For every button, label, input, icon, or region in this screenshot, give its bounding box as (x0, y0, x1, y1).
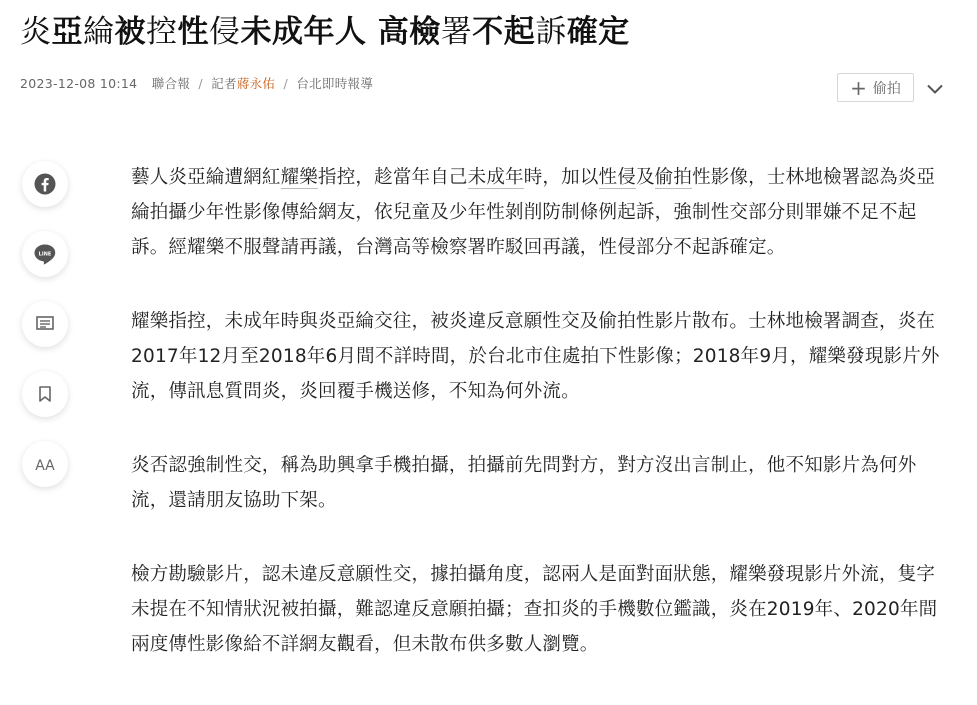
headline-segment: 炎 (20, 14, 52, 50)
keyword-link[interactable]: 未成年 (467, 167, 524, 188)
headline-segment: 性 (177, 14, 209, 50)
paragraph-text: 藝人炎亞綸遭網紅 (131, 167, 281, 188)
plus-icon: + (850, 75, 867, 100)
headline-segment: 被 (114, 14, 146, 50)
paragraph-text: 及 (635, 167, 655, 188)
bookmark-icon (37, 385, 53, 403)
bookmark-button[interactable] (22, 371, 68, 417)
dateline: 台北即時報導 (296, 76, 374, 91)
font-icon-text: AA (35, 458, 55, 473)
paragraph-text: 檢方勘驗影片，認未違反意願性交，據拍攝角度，認兩人是面對面狀態，耀樂發現影片外流，隻字未提在不知情狀況被拍攝，難認違反意願拍攝；查扣炎的手機數位鑑識，炎在2019年、2020年間兩度傳性影像給不詳網友觀看，但未散布供多數人瀏覽。 (131, 564, 938, 655)
source-name: 聯合報 (151, 76, 191, 91)
paragraph-text: 性影像，士林地檢署認為炎亞綸拍攝少年性影像傳給網友，依兒童及少年性剝削防制條例起訴，強制性交部分則罪嫌不足不起訴。經耀樂不服聲請再議，台灣高等檢察署昨駁回再議，性侵部分不起訴確定。 (131, 167, 936, 258)
article-headline (20, 10, 960, 54)
article-paragraph (131, 557, 941, 662)
keyword-link[interactable]: 偷拍 (654, 167, 693, 188)
article-body (131, 160, 941, 701)
comment-button[interactable] (22, 301, 68, 347)
font-size-icon (33, 455, 57, 473)
font-size-button[interactable] (22, 441, 68, 487)
paragraph-text: 時，加以 (523, 167, 599, 188)
article-meta (20, 74, 373, 92)
headline-segment: 不起 (472, 14, 536, 50)
meta-separator: / (198, 76, 203, 91)
line-share-button[interactable] (22, 231, 68, 277)
expand-chevron-button[interactable] (922, 76, 948, 102)
headline-segment: 確定 (566, 14, 630, 50)
meta-separator: / (283, 76, 289, 91)
headline-segment: 署 (440, 14, 473, 50)
article-paragraph (131, 304, 941, 409)
line-icon (33, 243, 57, 265)
headline-segment: 控 (146, 14, 178, 50)
facebook-icon (34, 173, 56, 195)
line-icon-text: LINE (38, 251, 52, 258)
headline-segment: 侵 (209, 14, 241, 50)
chevron-down-icon (927, 84, 943, 94)
headline-segment: 亞 (51, 14, 83, 50)
paragraph-text: 耀樂指控，未成年時與炎亞綸交往，被炎違反意願性交及偷拍性影片散布。士林地檢署調查，炎在2017年12月至2018年6月間不詳時間，於台北市住處拍下性影像；2018年9月，耀樂發現影片外流，傳訊息質問炎，炎回覆手機送修，不知為何外流。 (131, 311, 940, 402)
article-paragraph (131, 448, 941, 518)
paragraph-text: 指控，趁當年自己 (318, 167, 468, 188)
follow-tag-button[interactable] (837, 73, 914, 102)
facebook-share-button[interactable] (22, 161, 68, 207)
reporter-prefix: 記者 (211, 76, 237, 91)
paragraph-text: 炎否認強制性交，稱為助興拿手機拍攝，拍攝前先問對方，對方沒出言制止，他不知影片為何外流，還請朋友協助下架。 (131, 455, 917, 511)
headline-segment: 未成年人 高檢 (240, 14, 441, 50)
comment-icon (35, 314, 55, 334)
keyword-link[interactable]: 耀樂 (280, 167, 319, 188)
headline-segment: 綸 (83, 14, 115, 50)
follow-tag-label: 偷拍 (872, 80, 901, 97)
keyword-link[interactable]: 性侵 (598, 167, 636, 188)
reporter-link[interactable]: 蔣永佑 (236, 76, 276, 91)
headline-segment: 訴 (535, 14, 567, 50)
publish-datetime: 2023-12-08 10:14 (20, 76, 138, 91)
article-paragraph (131, 160, 941, 265)
